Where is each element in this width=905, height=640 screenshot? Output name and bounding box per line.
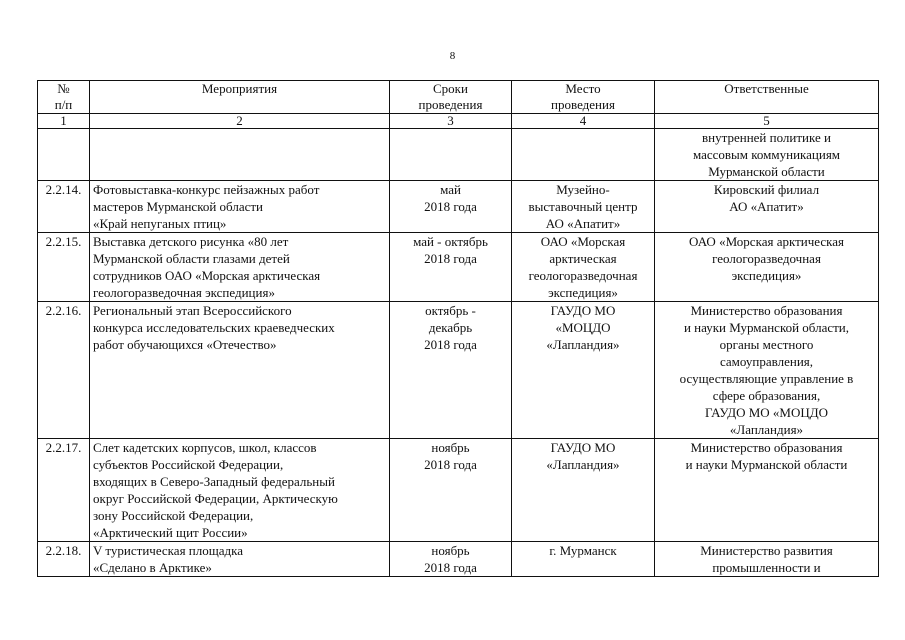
header-row	[38, 81, 879, 114]
events-table	[37, 80, 879, 577]
row-number: 2.2.17.	[38, 439, 90, 542]
column-number: 5	[655, 114, 879, 129]
row-place: Музейно- выставочный центр АО «Апатит»	[512, 181, 655, 233]
row-place: ОАО «Морская арктическая геологоразведочная экспедиция»	[512, 233, 655, 302]
row-place: г. Мурманск	[512, 542, 655, 577]
row-responsible: внутренней политике и массовым коммуникациям Мурманской области	[655, 129, 879, 181]
row-number: 2.2.18.	[38, 542, 90, 577]
row-responsible: Министерство образования и науки Мурманской области	[655, 439, 879, 542]
column-number: 4	[512, 114, 655, 129]
row-responsible: Кировский филиал АО «Апатит»	[655, 181, 879, 233]
header-number: № п/п	[38, 81, 90, 114]
row-place: ГАУДО МО «Лапландия»	[512, 439, 655, 542]
row-responsible: Министерство развития промышленности и	[655, 542, 879, 577]
row-event: V туристическая площадка «Сделано в Арктике»	[90, 542, 390, 577]
column-number: 2	[90, 114, 390, 129]
header-dates: Сроки проведения	[390, 81, 512, 114]
table-row	[38, 129, 879, 181]
row-dates: май - октябрь 2018 года	[390, 233, 512, 302]
row-responsible: Министерство образования и науки Мурманской области, органы местного самоуправления, осуществляющие управление в сфере образования, ГАУДО МО «МОЦДО «Лапландия»	[655, 302, 879, 439]
table-row	[38, 233, 879, 302]
table-row	[38, 439, 879, 542]
table-row	[38, 542, 879, 577]
header-event: Мероприятия	[90, 81, 390, 114]
table-header	[38, 81, 879, 129]
row-dates: ноябрь 2018 года	[390, 542, 512, 577]
column-number-row	[38, 114, 879, 129]
header-responsible: Ответственные	[655, 81, 879, 114]
row-event: Выставка детского рисунка «80 лет Мурманской области глазами детей сотрудников ОАО «Морская арктическая геологоразведочная экспедиция»	[90, 233, 390, 302]
row-number	[38, 129, 90, 181]
row-dates: май 2018 года	[390, 181, 512, 233]
row-responsible: ОАО «Морская арктическая геологоразведочная экспедиция»	[655, 233, 879, 302]
row-number: 2.2.14.	[38, 181, 90, 233]
column-number: 3	[390, 114, 512, 129]
row-number: 2.2.15.	[38, 233, 90, 302]
row-event: Фотовыставка-конкурс пейзажных работ мастеров Мурманской области «Край непуганых птиц»	[90, 181, 390, 233]
header-place: Место проведения	[512, 81, 655, 114]
row-place	[512, 129, 655, 181]
table-row	[38, 181, 879, 233]
column-number: 1	[38, 114, 90, 129]
row-event: Слет кадетских корпусов, школ, классов субъектов Российской Федерации, входящих в Северо-Западный федеральный округ Российской Федерации, Арктическую зону Российской Федерации, «Арктический щит России»	[90, 439, 390, 542]
row-dates: ноябрь 2018 года	[390, 439, 512, 542]
row-place: ГАУДО МО «МОЦДО «Лапландия»	[512, 302, 655, 439]
row-dates	[390, 129, 512, 181]
row-event: Региональный этап Всероссийского конкурса исследовательских краеведческих работ обучающихся «Отечество»	[90, 302, 390, 439]
row-event	[90, 129, 390, 181]
table-row	[38, 302, 879, 439]
row-dates: октябрь - декабрь 2018 года	[390, 302, 512, 439]
row-number: 2.2.16.	[38, 302, 90, 439]
page-number: 8	[449, 50, 456, 62]
